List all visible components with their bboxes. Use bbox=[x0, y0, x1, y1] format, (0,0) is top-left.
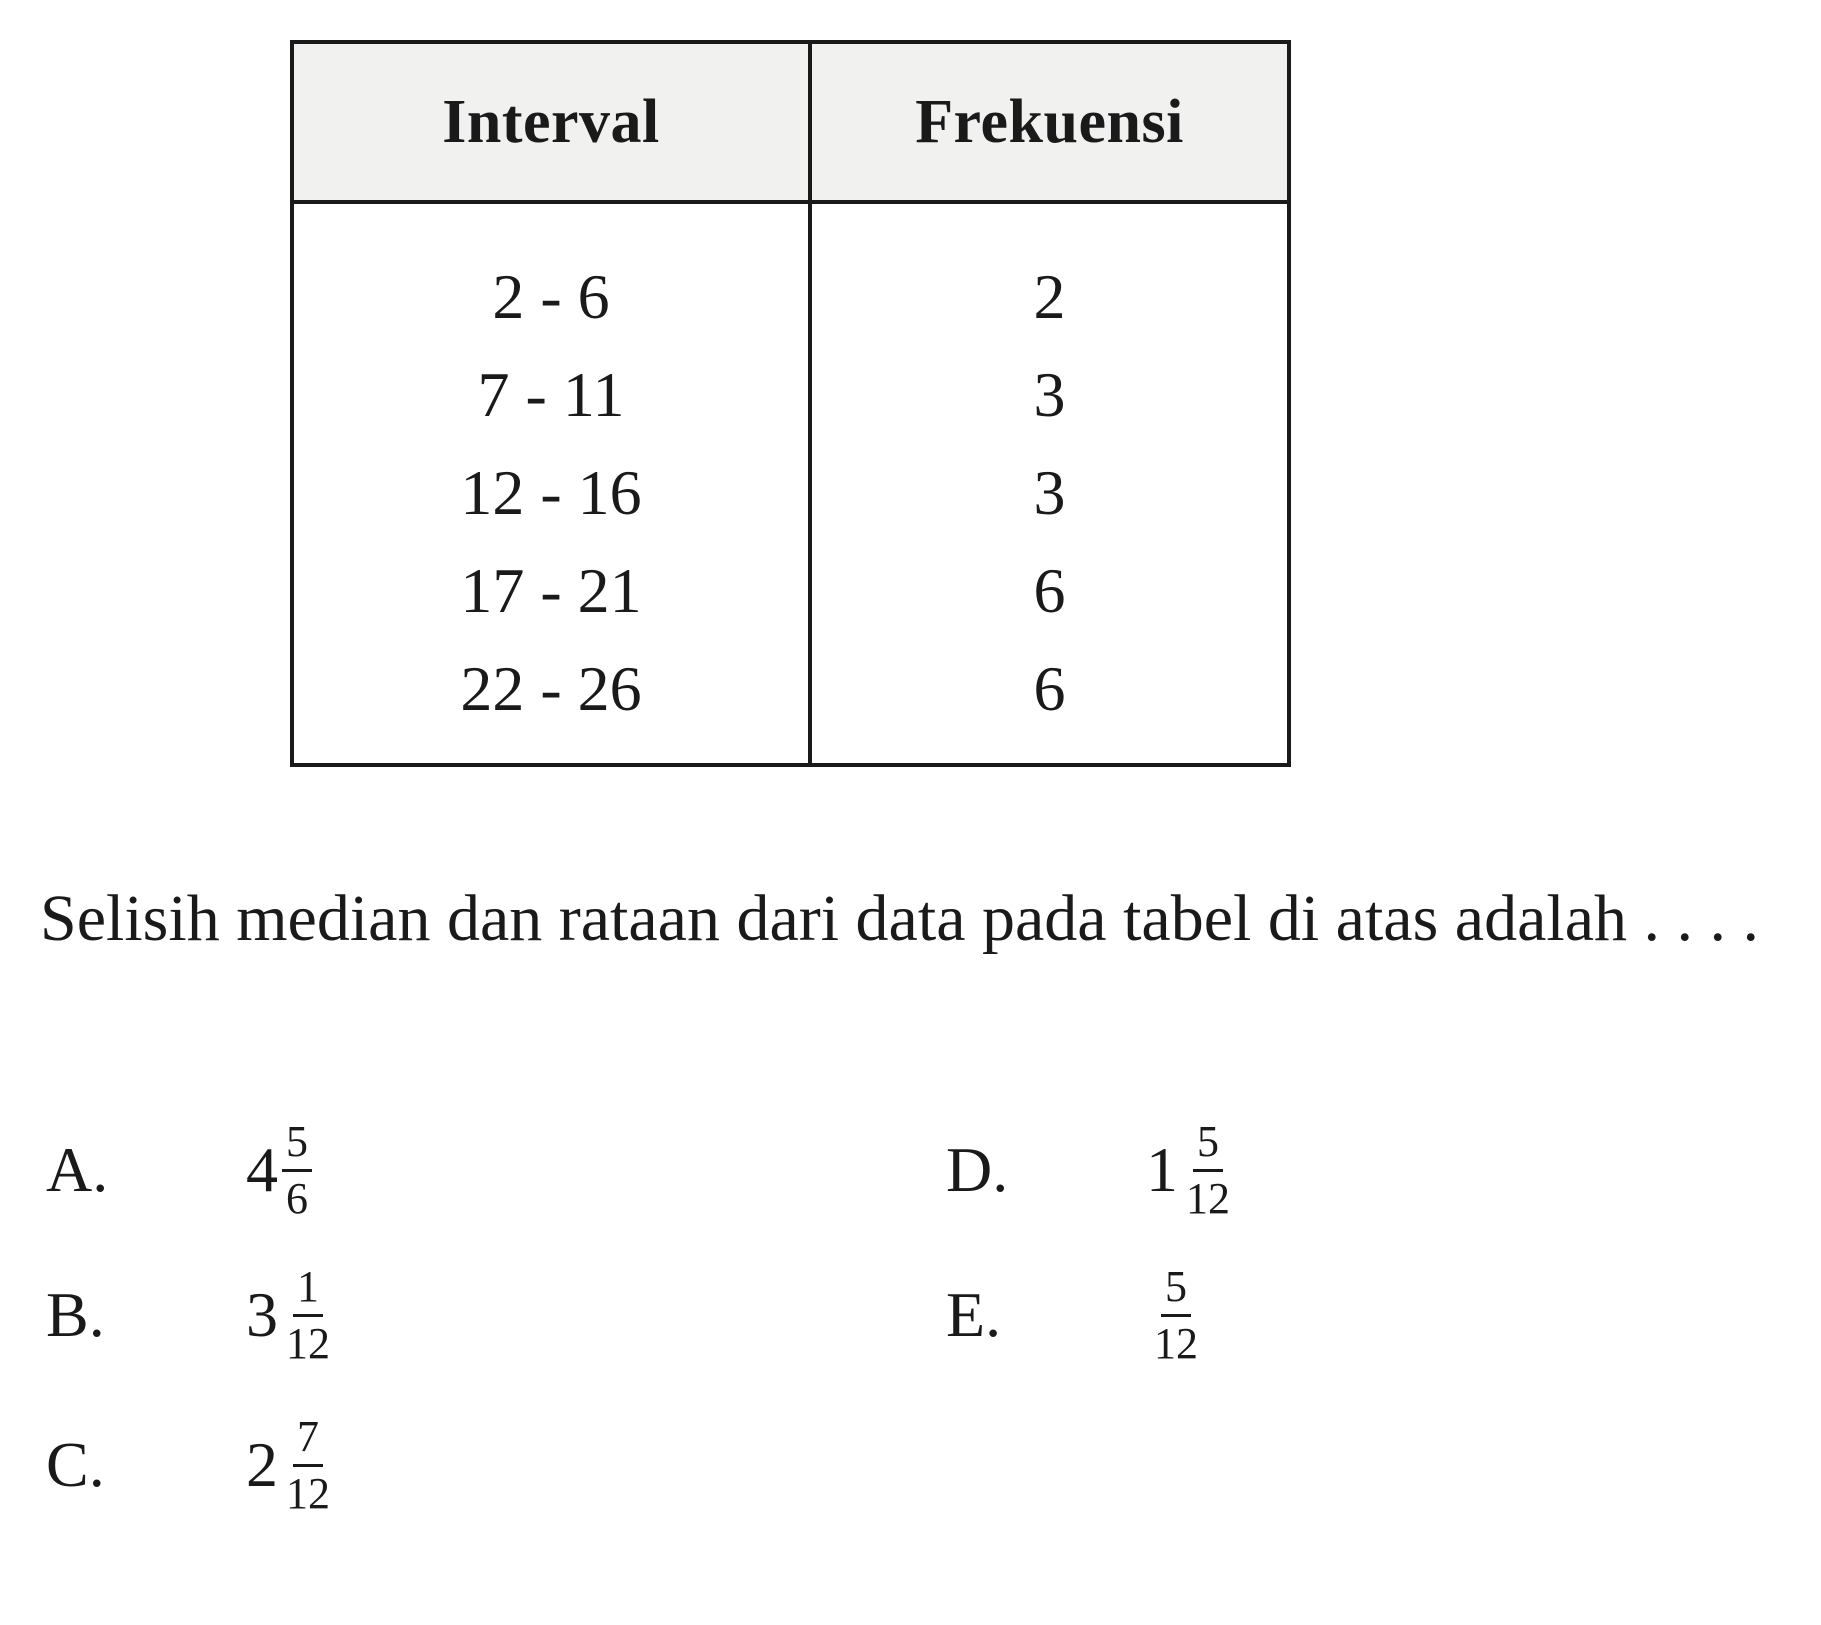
option-value bbox=[246, 1262, 334, 1369]
denominator: 12 bbox=[1186, 1173, 1230, 1223]
option-value bbox=[1146, 1117, 1234, 1224]
interval-cell: 7 - 11 bbox=[477, 359, 625, 430]
frekuensi-cell: 6 bbox=[1033, 653, 1066, 724]
frekuensi-cell: 3 bbox=[1033, 359, 1066, 430]
interval-column bbox=[294, 204, 812, 763]
header-interval: Interval bbox=[294, 44, 812, 200]
fraction bbox=[1182, 1117, 1234, 1224]
option-d[interactable] bbox=[946, 1105, 1234, 1235]
frekuensi-cell: 6 bbox=[1033, 555, 1066, 626]
whole-number: 4 bbox=[246, 1134, 278, 1205]
whole-number: 2 bbox=[246, 1429, 278, 1500]
table-header-row bbox=[294, 44, 1287, 204]
option-letter: A. bbox=[46, 1134, 109, 1205]
numerator: 5 bbox=[1193, 1117, 1223, 1172]
denominator: 6 bbox=[286, 1173, 308, 1223]
option-b[interactable] bbox=[46, 1250, 334, 1380]
interval-cell: 17 - 21 bbox=[460, 555, 642, 626]
denominator: 12 bbox=[1154, 1318, 1198, 1368]
question-text: Selisih median dan rataan dari data pada tabel di atas adalah . . . . bbox=[40, 882, 1759, 955]
interval-cell: 12 - 16 bbox=[460, 457, 642, 528]
fraction bbox=[282, 1117, 312, 1224]
answer-options bbox=[46, 1105, 1546, 1605]
whole-number: 3 bbox=[246, 1279, 278, 1350]
frekuensi-cell: 3 bbox=[1033, 457, 1066, 528]
option-value bbox=[246, 1412, 334, 1519]
option-c[interactable] bbox=[46, 1400, 334, 1530]
option-value bbox=[1146, 1262, 1202, 1369]
option-letter: E. bbox=[946, 1279, 1002, 1350]
header-frekuensi: Frekuensi bbox=[915, 87, 1184, 156]
interval-cell: 22 - 26 bbox=[460, 653, 642, 724]
option-e[interactable] bbox=[946, 1250, 1202, 1380]
option-value bbox=[246, 1117, 312, 1224]
interval-cell: 2 - 6 bbox=[492, 261, 610, 332]
option-letter: D. bbox=[946, 1134, 1009, 1205]
numerator: 1 bbox=[293, 1262, 323, 1317]
option-letter: C. bbox=[46, 1429, 105, 1500]
fraction bbox=[282, 1262, 334, 1369]
table-body bbox=[294, 204, 1287, 763]
denominator: 12 bbox=[286, 1318, 330, 1368]
frequency-table bbox=[290, 40, 1291, 767]
numerator: 5 bbox=[1161, 1262, 1191, 1317]
numerator: 7 bbox=[293, 1412, 323, 1467]
frekuensi-column bbox=[812, 204, 1287, 763]
option-a[interactable] bbox=[46, 1105, 312, 1235]
fraction bbox=[282, 1412, 334, 1519]
frekuensi-cell: 2 bbox=[1033, 261, 1066, 332]
fraction bbox=[1150, 1262, 1202, 1369]
denominator: 12 bbox=[286, 1468, 330, 1518]
option-letter: B. bbox=[46, 1279, 105, 1350]
whole-number: 1 bbox=[1146, 1134, 1178, 1205]
numerator: 5 bbox=[282, 1117, 312, 1172]
